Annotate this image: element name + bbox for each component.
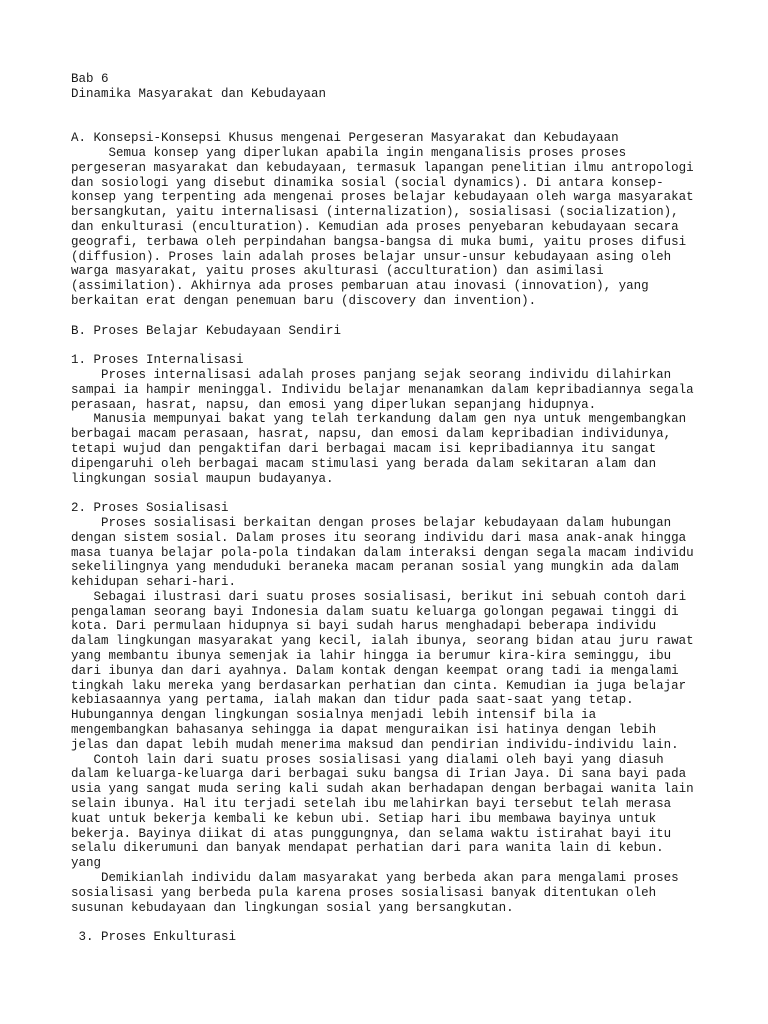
text-line: kuat untuk bekerja kembali ke kebun ubi. Setiap hari ibu membawa bayinya untuk (71, 811, 657, 826)
text-line: Proses sosialisasi berkaitan dengan proses belajar kebudayaan dalam hubungan (71, 515, 672, 530)
text-line: 2. Proses Sosialisasi (71, 501, 229, 516)
text-line: warga masyarakat, yaitu proses akulturasi (acculturation) dan asimilasi (71, 264, 604, 279)
text-line: konsep yang terpenting ada mengenai proses belajar kebudayaan oleh warga masyarakat (71, 190, 694, 205)
text-line: dengan sistem sosial. Dalam proses itu seorang individu dari masa anak-anak hingga (71, 530, 687, 545)
document-body (71, 72, 711, 945)
text-line: dalam keluarga-keluarga dari berbagai suku bangsa di Irian Jaya. Di sana bayi pada (71, 767, 687, 782)
text-line: sosialisasi yang berbeda pula karena proses sosialisasi banyak ditentukan oleh (71, 885, 657, 900)
text-line: perasaan, hasrat, napsu, dan emosi yang diperlukan sepanjang hidupnya. (71, 397, 597, 412)
text-line: sampai ia hampir meninggal. Individu belajar menanamkan dalam kepribadiannya segala (71, 382, 694, 397)
text-line: Sebagai ilustrasi dari suatu proses sosialisasi, berikut ini sebuah contoh dari (71, 589, 687, 604)
text-line: sekelilingnya yang menduduki beraneka macam peranan sosial yang mungkin ada dalam (71, 560, 679, 575)
text-line: tetapi wujud dan pengaktifan dari berbagai macam isi kepribadiannya itu sangat (71, 441, 657, 456)
text-line: Bab 6 (71, 72, 109, 86)
text-line: bekerja. Bayinya diikat di atas punggungnya, dan selama waktu istirahat bayi itu (71, 826, 672, 841)
text-line: Dinamika Masyarakat dan Kebudayaan (71, 86, 327, 101)
text-line: dan sosiologi yang disebut dinamika sosial (social dynamics). Di antara konsep- (71, 175, 664, 190)
text-line: kehidupan sehari-hari. (71, 575, 237, 590)
text-line: (assimilation). Akhirnya ada proses pembaruan atau inovasi (innovation), yang (71, 279, 649, 294)
text-line: usia yang sangat muda sering kali sudah akan berhadapan dengan berbagai wanita lain (71, 782, 694, 797)
text-line (71, 309, 711, 324)
text-line: yang (71, 856, 102, 871)
text-line: kebiasaannya yang pertama, ialah makan dan tidur pada saat-saat yang tetap. (71, 693, 634, 708)
text-line: berkaitan erat dengan penemuan baru (discovery dan invention). (71, 293, 537, 308)
text-line (71, 915, 711, 930)
text-line (71, 116, 711, 131)
text-line: dan enkulturasi (enculturation). Kemudian ada proses penyebaran kebudayaan secara (71, 219, 679, 234)
text-line: kota. Dari permulaan hidupnya si bayi sudah harus menghadapi beberapa individu (71, 619, 657, 634)
text-line: Hubungannya dengan lingkungan sosialnya menjadi lebih intensif bila ia (71, 708, 597, 723)
text-line: lingkungan sosial maupun budayanya. (71, 471, 334, 486)
text-line: dalam lingkungan masyarakat yang kecil, ialah ibunya, seorang bidan atau juru rawat (71, 634, 694, 649)
text-line: yang membantu ibunya semenjak ia lahir hingga ia berumur kira-kira seminggu, ibu (71, 649, 672, 664)
text-line: masa tuanya belajar pola-pola tindakan dalam interaksi dengan segala macam individu (71, 545, 694, 560)
text-line: mengembangkan bahasanya sehingga ia dapat menguraikan isi hatinya dengan lebih (71, 723, 657, 738)
text-line: Proses internalisasi adalah proses panjang sejak seorang individu dilahirkan (71, 367, 672, 382)
text-line: pengalaman seorang bayi Indonesia dalam suatu keluarga golongan pegawai tinggi di (71, 604, 679, 619)
text-line: dipengaruhi oleh berbagai macam stimulasi yang berada dalam sekitaran alam dan (71, 456, 657, 471)
text-line: tingkah laku mereka yang berdasarkan perhatian dan cinta. Kemudian ia juga belajar (71, 678, 687, 693)
text-line: Contoh lain dari suatu proses sosialisasi yang dialami oleh bayi yang diasuh (71, 752, 664, 767)
text-line: 1. Proses Internalisasi (71, 353, 244, 368)
text-line: selalu dikerumuni dan banyak mendapat perhatian dari para wanita lain di kebun. (71, 841, 664, 856)
text-line: jelas dan dapat lebih mudah menerima maksud dan pendirian individu-individu lain. (71, 737, 679, 752)
text-line: berbagai macam perasaan, hasrat, napsu, dan emosi dalam kepribadian individunya, (71, 427, 672, 442)
text-line: Semua konsep yang diperlukan apabila ingin menganalisis proses proses (71, 145, 627, 160)
text-line: bersangkutan, yaitu internalisasi (internalization), sosialisasi (socialization), (71, 205, 679, 220)
text-line: Demikianlah individu dalam masyarakat yang berbeda akan para mengalami proses (71, 871, 679, 886)
text-line (71, 338, 711, 353)
text-line: (diffusion). Proses lain adalah proses belajar unsur-unsur kebudayaan asing oleh (71, 249, 672, 264)
text-line: B. Proses Belajar Kebudayaan Sendiri (71, 323, 342, 338)
text-line: pergeseran masyarakat dan kebudayaan, termasuk lapangan penelitian ilmu antropologi (71, 160, 694, 175)
text-line: dari ibunya dan dari ayahnya. Dalam kontak dengan keempat orang tadi ia mengalami (71, 663, 679, 678)
text-line (71, 102, 711, 117)
text-line: 3. Proses Enkulturasi (71, 930, 237, 945)
text-line: A. Konsepsi-Konsepsi Khusus mengenai Pergeseran Masyarakat dan Kebudayaan (71, 131, 619, 146)
text-line: geografi, terbawa oleh perpindahan bangsa-bangsa di muka bumi, yaitu proses difusi (71, 234, 687, 249)
text-line: selain ibunya. Hal itu terjadi setelah ibu melahirkan bayi tersebut telah merasa (71, 797, 672, 812)
text-line: susunan kebudayaan dan lingkungan sosial yang bersangkutan. (71, 900, 514, 915)
text-line: Manusia mempunyai bakat yang telah terkandung dalam gen nya untuk mengembangkan (71, 412, 687, 427)
text-line (71, 486, 711, 501)
